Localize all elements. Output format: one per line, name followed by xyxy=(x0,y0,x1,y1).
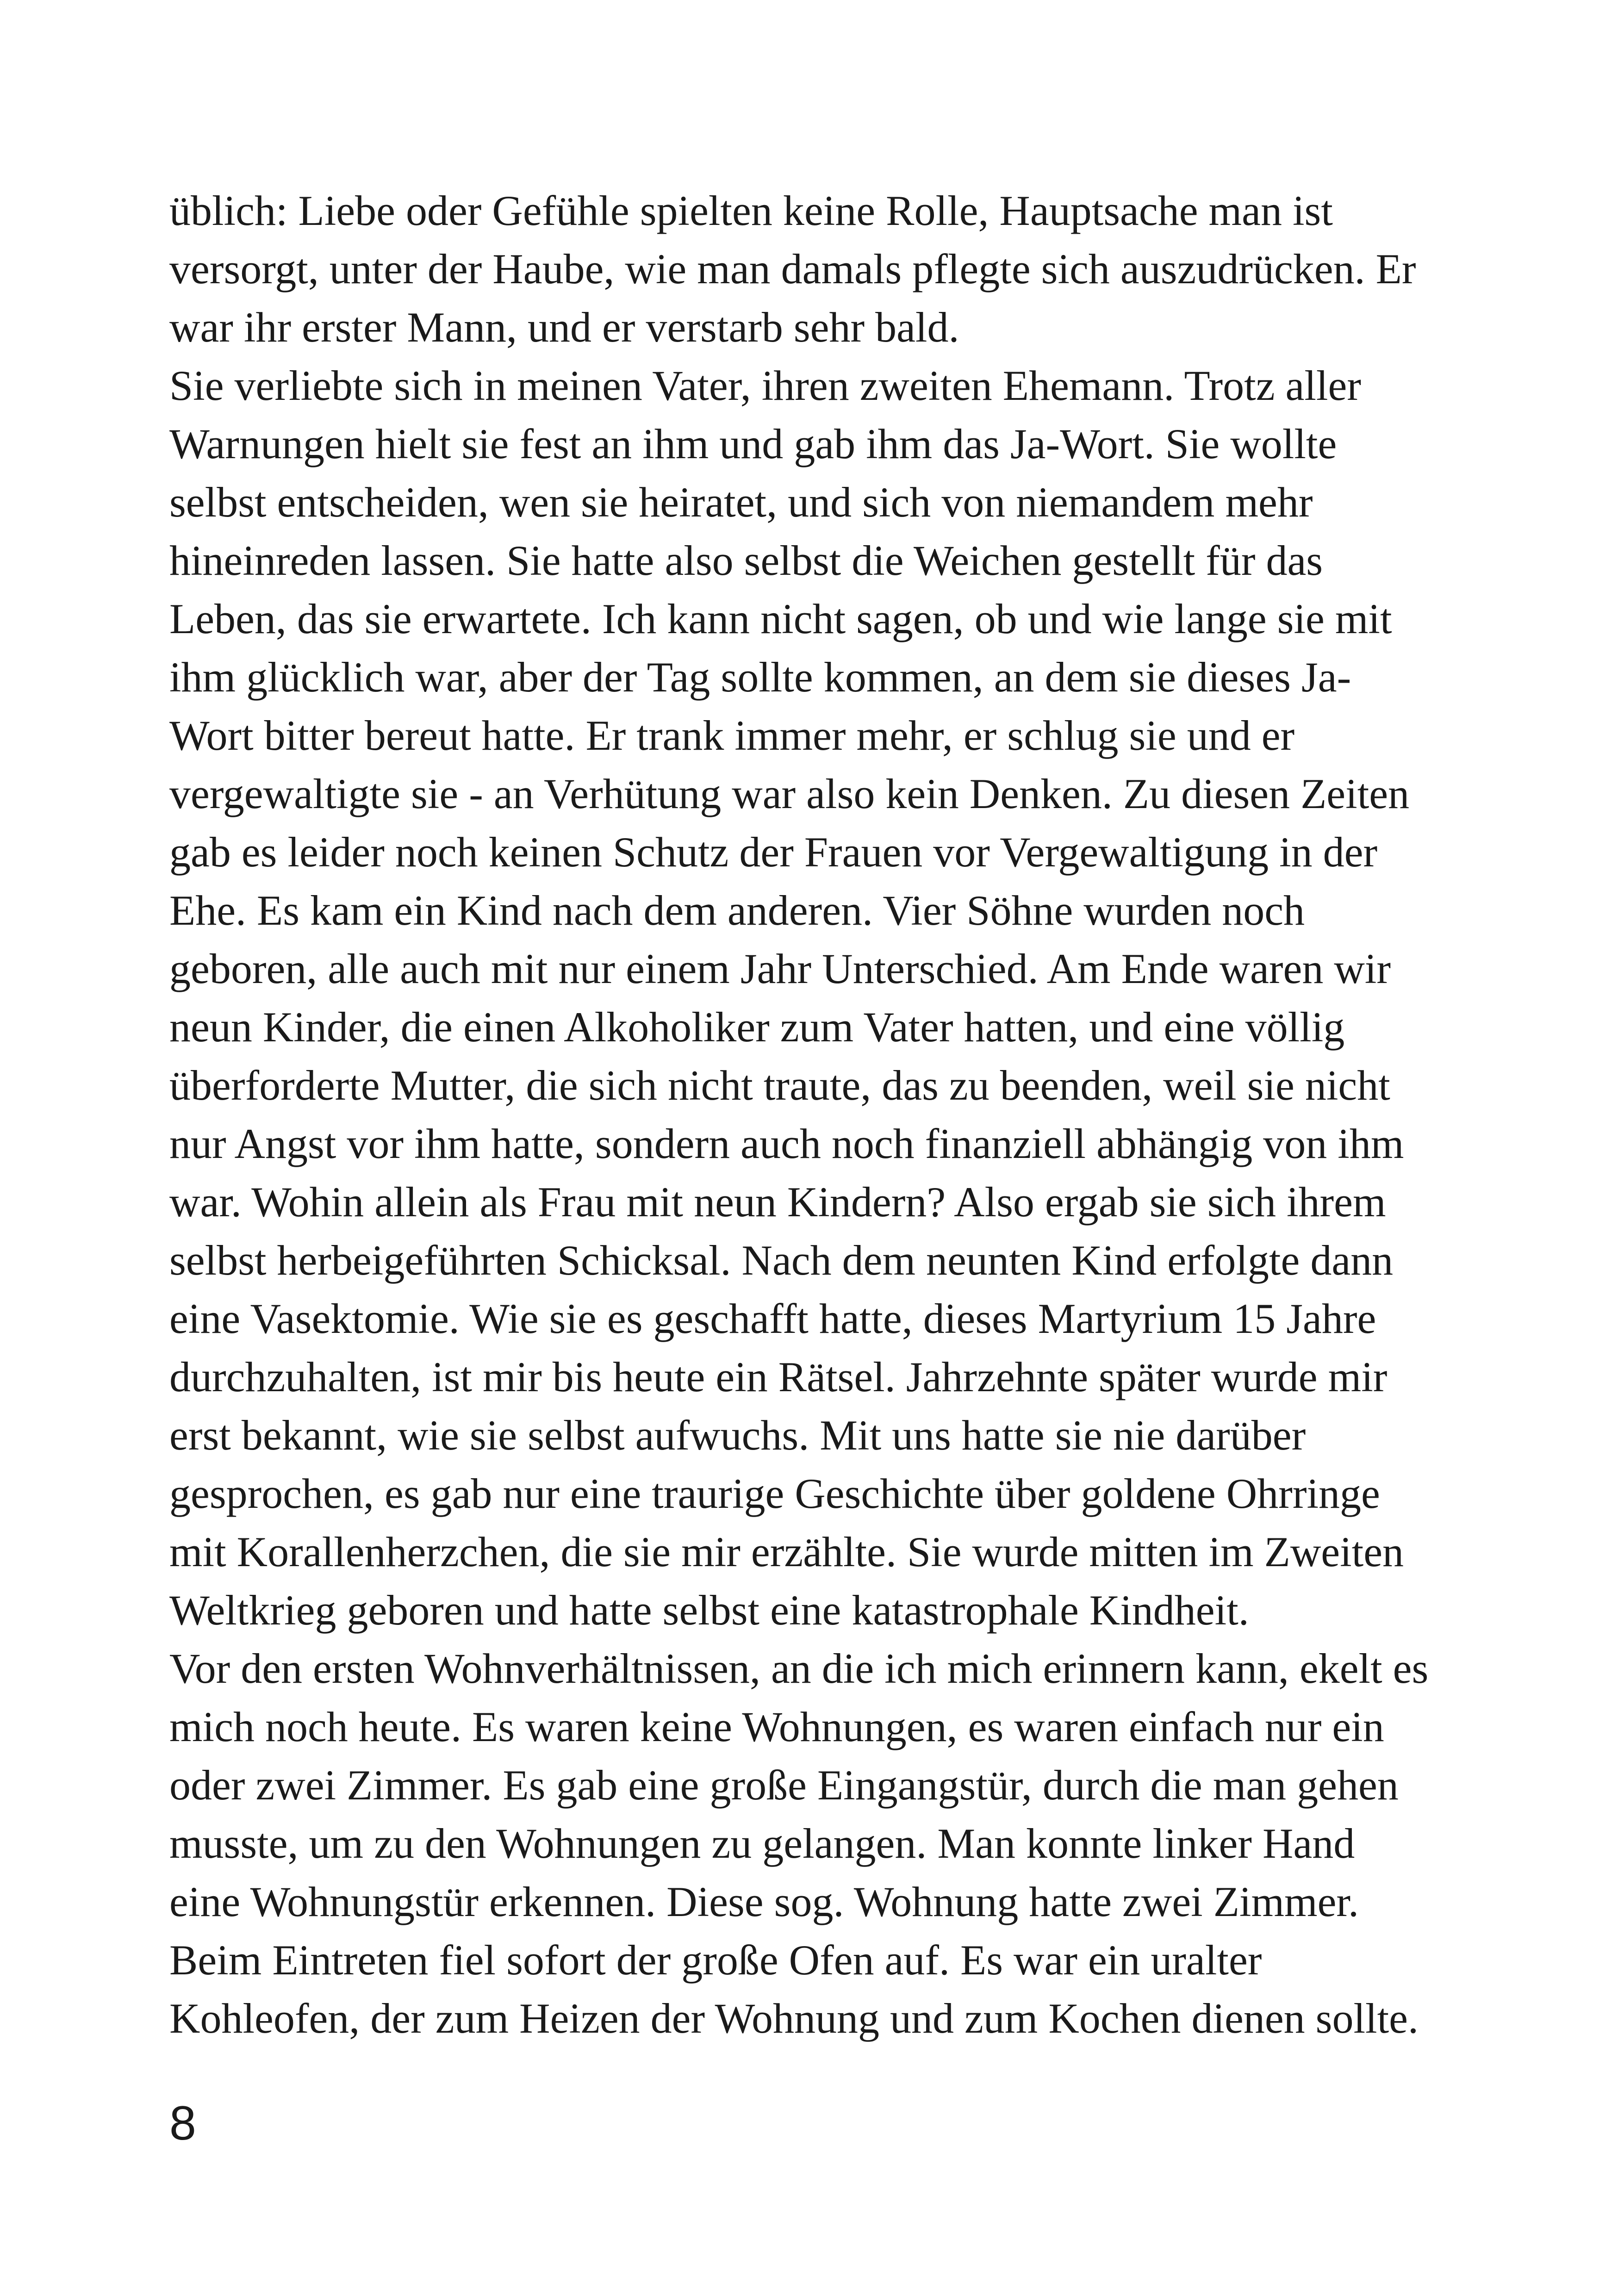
text-line: Wort bitter bereut hatte. Er trank immer mehr, er schlug sie und er xyxy=(169,712,1295,759)
text-line: hineinreden lassen. Sie hatte also selbst die Weichen gestellt für das xyxy=(169,537,1323,584)
text-line: ihm glücklich war, aber der Tag sollte kommen, an dem sie dieses Ja- xyxy=(169,653,1351,701)
text-line: überforderte Mutter, die sich nicht traute, das zu beenden, weil sie nicht xyxy=(169,1062,1390,1109)
text-line: oder zwei Zimmer. Es gab eine große Eingangstür, durch die man gehen xyxy=(169,1761,1399,1809)
text-line: durchzuhalten, ist mir bis heute ein Rätsel. Jahrzehnte später wurde mir xyxy=(169,1353,1388,1400)
text-line: Ehe. Es kam ein Kind nach dem anderen. Vier Söhne wurden noch xyxy=(169,887,1305,934)
text-line: war. Wohin allein als Frau mit neun Kindern? Also ergab sie sich ihrem xyxy=(169,1178,1386,1226)
text-line: mich noch heute. Es waren keine Wohnungen, es waren einfach nur ein xyxy=(169,1703,1384,1750)
text-line: neun Kinder, die einen Alkoholiker zum Vater hatten, und eine völlig xyxy=(169,1003,1345,1051)
text-line: vergewaltigte sie - an Verhütung war also kein Denken. Zu diesen Zeiten xyxy=(169,770,1410,817)
text-line: erst bekannt, wie sie selbst aufwuchs. Mit uns hatte sie nie darüber xyxy=(169,1412,1306,1459)
text-line: versorgt, unter der Haube, wie man damals pflegte sich auszudrücken. Er xyxy=(169,245,1416,292)
text-line: gab es leider noch keinen Schutz der Frauen vor Vergewaltigung in der xyxy=(169,828,1378,876)
text-line: Vor den ersten Wohnverhältnissen, an die ich mich erinnern kann, ekelt es xyxy=(169,1645,1429,1692)
body-text xyxy=(169,181,1448,2047)
text-line: Weltkrieg geboren und hatte selbst eine katastrophale Kindheit. xyxy=(169,1587,1249,1634)
text-line: Kohleofen, der zum Heizen der Wohnung und zum Kochen dienen sollte. xyxy=(169,1995,1419,2042)
text-line: Leben, das sie erwartete. Ich kann nicht sagen, ob und wie lange sie mit xyxy=(169,595,1392,642)
page-number: 8 xyxy=(169,2097,196,2150)
text-line: Beim Eintreten fiel sofort der große Ofen auf. Es war ein uralter xyxy=(169,1936,1262,1984)
text-line: selbst entscheiden, wen sie heiratet, und sich von niemandem mehr xyxy=(169,479,1313,526)
text-line: üblich: Liebe oder Gefühle spielten keine Rolle, Hauptsache man ist xyxy=(169,187,1333,234)
text-line: gesprochen, es gab nur eine traurige Geschichte über goldene Ohrringe xyxy=(169,1470,1380,1517)
text-line: Sie verliebte sich in meinen Vater, ihren zweiten Ehemann. Trotz aller xyxy=(169,362,1361,409)
text-line: musste, um zu den Wohnungen zu gelangen. Man konnte linker Hand xyxy=(169,1820,1355,1867)
text-line: eine Vasektomie. Wie sie es geschafft hatte, dieses Martyrium 15 Jahre xyxy=(169,1295,1376,1342)
text-line: mit Korallenherzchen, die sie mir erzählte. Sie wurde mitten im Zweiten xyxy=(169,1528,1404,1575)
text-line: war ihr erster Mann, und er verstarb sehr bald. xyxy=(169,304,959,351)
text-line: nur Angst vor ihm hatte, sondern auch noch finanziell abhängig von ihm xyxy=(169,1120,1404,1167)
text-line: Warnungen hielt sie fest an ihm und gab ihm das Ja-Wort. Sie wollte xyxy=(169,420,1337,467)
text-line: geboren, alle auch mit nur einem Jahr Unterschied. Am Ende waren wir xyxy=(169,945,1391,992)
text-line: eine Wohnungstür erkennen. Diese sog. Wohnung hatte zwei Zimmer. xyxy=(169,1878,1359,1925)
text-line: selbst herbeigeführten Schicksal. Nach dem neunten Kind erfolgte dann xyxy=(169,1237,1394,1284)
